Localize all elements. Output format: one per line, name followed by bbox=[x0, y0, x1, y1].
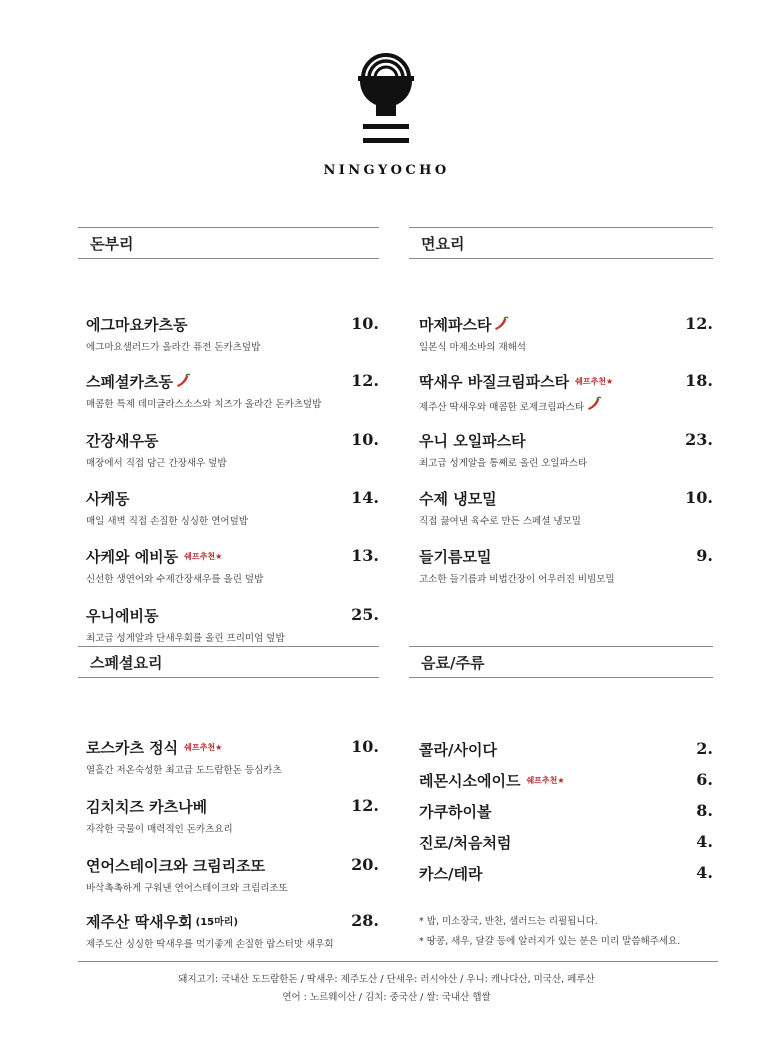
brand-name: NINGYOCHO bbox=[323, 163, 450, 178]
menu-item bbox=[78, 430, 379, 469]
item-name: 김치치즈 카츠나베 bbox=[86, 798, 208, 816]
item-description: 고소한 들기름과 비법간장이 어우러진 비빔모밀 bbox=[419, 574, 615, 585]
menu-item bbox=[78, 371, 379, 410]
section-title: 돈부리 bbox=[78, 227, 379, 259]
service-notes bbox=[419, 912, 680, 952]
section-special bbox=[78, 646, 379, 950]
item-name: 스페셜카츠동 bbox=[86, 373, 173, 391]
item-description: 직접 끓여낸 육수로 만든 스페셜 냉모밀 bbox=[419, 516, 581, 527]
item-name: 수제 냉모밀 bbox=[419, 490, 497, 508]
item-price: 9. bbox=[696, 546, 713, 565]
item-price: 8. bbox=[696, 801, 713, 820]
origin-line: 돼지고기: 국내산 도드람한돈 / 딱새우: 제주도산 / 단새우: 러시아산 / 우니: 캐나다산, 미국산, 페루산 bbox=[178, 974, 595, 985]
item-name: 사케동 bbox=[86, 490, 130, 508]
note-refill: * 밥, 미소장국, 반찬, 샐러드는 리필됩니다. bbox=[419, 916, 598, 927]
item-description: 바삭촉촉하게 구워낸 연어스테이크와 크림리조또 bbox=[86, 883, 288, 894]
menu-item bbox=[409, 770, 713, 791]
note-allergy: * 땅콩, 새우, 달걀 등에 알러지가 있는 분은 미리 말씀해주세요. bbox=[419, 936, 681, 947]
menu-item bbox=[409, 488, 713, 527]
item-description: 매콤한 특제 데미글라스소스와 치즈가 올라간 돈카츠덮밥 bbox=[86, 399, 322, 410]
item-description: 신선한 생연어와 수제간장새우를 올린 덮밥 bbox=[86, 574, 264, 585]
menu-item bbox=[409, 739, 713, 760]
menu-item bbox=[78, 855, 379, 894]
item-price: 20. bbox=[351, 855, 379, 874]
item-name: 가쿠하이볼 bbox=[419, 803, 492, 821]
chef-recommend-badge: 쉐프추천★ bbox=[575, 377, 614, 386]
chef-recommend-badge: 쉐프추천★ bbox=[526, 776, 565, 785]
item-name: 콜라/사이다 bbox=[419, 741, 497, 759]
item-price: 28. bbox=[351, 911, 379, 930]
item-name: 로스카츠 정식 bbox=[86, 739, 179, 757]
menu-item bbox=[78, 605, 379, 644]
item-name: 우니에비동 bbox=[86, 607, 159, 625]
item-price: 10. bbox=[351, 430, 379, 449]
item-name: 연어스테이크와 크림리조또 bbox=[86, 857, 266, 875]
item-name: 진로/처음처럼 bbox=[419, 834, 512, 852]
menu-item bbox=[78, 546, 379, 585]
chili-pepper-icon bbox=[586, 396, 602, 412]
item-name: 에그마요카츠동 bbox=[86, 316, 188, 334]
item-price: 2. bbox=[696, 739, 713, 758]
section-title: 면요리 bbox=[409, 227, 713, 259]
item-description: 열흘간 저온숙성한 최고급 도드람한돈 등심카츠 bbox=[86, 765, 282, 776]
item-description: 자작한 국물이 매력적인 돈카츠요리 bbox=[86, 824, 233, 835]
item-price: 4. bbox=[696, 832, 713, 851]
item-price: 12. bbox=[351, 371, 379, 390]
section-title: 스페셜요리 bbox=[78, 646, 379, 678]
menu-item bbox=[409, 832, 713, 853]
item-name: 제주산 딱새우회 bbox=[86, 913, 193, 931]
item-name: 사케와 에비동 bbox=[86, 548, 179, 566]
item-price: 4. bbox=[696, 863, 713, 882]
menu-item bbox=[78, 911, 379, 950]
origin-info bbox=[0, 971, 773, 1007]
item-price: 10. bbox=[351, 314, 379, 333]
chef-recommend-badge: 쉐프추천★ bbox=[184, 552, 223, 561]
menu-item bbox=[409, 801, 713, 822]
item-name: 카스/테라 bbox=[419, 865, 483, 883]
item-description: 최고급 성게알과 단새우회를 올린 프리미엄 덮밥 bbox=[86, 633, 285, 644]
section-title: 음료/주류 bbox=[409, 646, 713, 678]
item-description: 일본식 마제소바의 재해석 bbox=[419, 342, 526, 353]
item-price: 14. bbox=[351, 488, 379, 507]
item-price: 23. bbox=[685, 430, 713, 449]
section-noodles bbox=[409, 227, 713, 585]
section-donburi bbox=[78, 227, 379, 644]
item-price: 6. bbox=[696, 770, 713, 789]
menu-item bbox=[78, 314, 379, 353]
item-price: 12. bbox=[685, 314, 713, 333]
menu-item bbox=[409, 371, 713, 413]
item-price: 18. bbox=[685, 371, 713, 390]
item-name: 간장새우동 bbox=[86, 432, 159, 450]
section-drinks bbox=[409, 646, 713, 883]
item-name: 마제파스타 bbox=[419, 316, 492, 334]
item-description: 매일 새벽 직접 손질한 싱싱한 연어덮밥 bbox=[86, 516, 248, 527]
chili-pepper-icon bbox=[175, 373, 191, 389]
item-price: 25. bbox=[351, 605, 379, 624]
item-name: 들기름모밀 bbox=[419, 548, 492, 566]
item-name: 딱새우 바질크림파스타 bbox=[419, 373, 570, 391]
item-price: 10. bbox=[351, 737, 379, 756]
item-description: 제주도산 싱싱한 딱새우를 먹기좋게 손질한 랍스터맛 새우회 bbox=[86, 939, 334, 950]
chef-recommend-badge: 쉐프추천★ bbox=[184, 743, 223, 752]
item-price: 12. bbox=[351, 796, 379, 815]
menu-item bbox=[409, 314, 713, 353]
item-description: 최고급 성게알을 통째로 올린 오일파스타 bbox=[419, 458, 588, 469]
item-quantity-note: (15마리) bbox=[195, 917, 239, 928]
menu-item bbox=[409, 546, 713, 585]
item-price: 13. bbox=[351, 546, 379, 565]
item-description: 제주산 딱새우와 매콤한 로제크림파스타 bbox=[419, 402, 585, 413]
item-price: 10. bbox=[685, 488, 713, 507]
menu-item bbox=[409, 863, 713, 884]
item-description: 에그마요샐러드가 올라간 퓨전 돈카츠덮밥 bbox=[86, 342, 261, 353]
menu-item bbox=[78, 737, 379, 776]
item-description: 매장에서 직접 담근 간장새우 덮밥 bbox=[86, 458, 227, 469]
menu-item bbox=[78, 488, 379, 527]
footer-divider bbox=[78, 961, 718, 962]
item-name: 레몬시소에이드 bbox=[419, 772, 521, 790]
menu-item bbox=[78, 796, 379, 835]
menu-item bbox=[409, 430, 713, 469]
chili-pepper-icon bbox=[493, 316, 509, 332]
origin-line: 연어 : 노르웨이산 / 김치: 중국산 / 쌀: 국내산 햅쌀 bbox=[282, 992, 491, 1003]
item-name: 우니 오일파스타 bbox=[419, 432, 526, 450]
